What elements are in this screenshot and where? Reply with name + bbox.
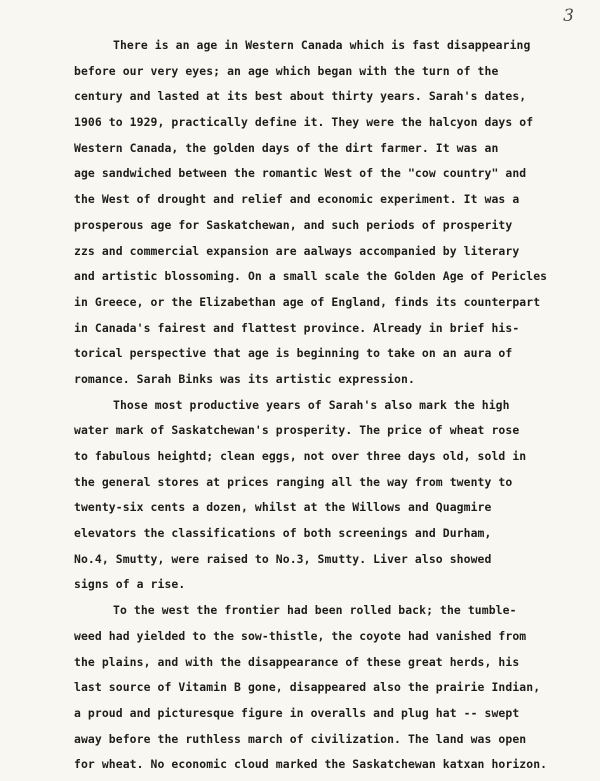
text-line: No.4, Smutty, were raised to No.3, Smutty. Liver also showed	[74, 551, 492, 566]
text-line: twenty-six cents a dozen, whilst at the Willows and Quagmire	[74, 500, 492, 515]
text-line: zzs and commercial expansion are aalways accompanied by literary	[74, 243, 520, 258]
paragraph-3	[74, 598, 594, 778]
text-line: torical perspective that age is beginning to take on an aura of	[74, 346, 513, 361]
text-line: Western Canada, the golden days of the dirt farmer. It was an	[74, 140, 499, 155]
paragraph-1	[74, 33, 594, 393]
text-line: in Canada's fairest and flattest province. Already in brief his-	[74, 320, 520, 335]
text-line: to fabulous heightd; clean eggs, not over three days old, sold in	[74, 449, 527, 463]
text-line: age sandwiched between the romantic West of the "cow country" and	[74, 166, 527, 181]
text-line: a proud and picturesque figure in overalls and plug hat -- swept	[74, 705, 520, 720]
paragraph-2	[74, 393, 594, 599]
text-line: last source of Vitamin B gone, disappeared also the prairie Indian,	[74, 680, 541, 695]
text-line: To the west the frontier had been rolled back; the tumble-	[113, 603, 517, 618]
text-line: away before the ruthless march of civilization. The land was open	[74, 731, 527, 746]
text-line: elevators the classifications of both screenings and Durham,	[74, 526, 492, 541]
text-line: weed had yielded to the sow-thistle, the coyote had vanished from	[74, 628, 527, 643]
text-line: in Greece, or the Elizabethan age of England, finds its counterpart	[74, 294, 541, 309]
text-line: There is an age in Western Canada which is fast disappearing	[113, 38, 531, 52]
text-line: romance. Sarah Binks was its artistic expression.	[74, 371, 415, 386]
text-line: century and lasted at its best about thirty years. Sarah's dates,	[74, 89, 527, 104]
text-line: water mark of Saskatchewan's prosperity. The price of wheat rose	[74, 423, 520, 438]
page-number: 3	[563, 6, 574, 26]
text-line: Those most productive years of Sarah's also mark the high	[113, 397, 510, 412]
text-line: before our very eyes; an age which began with the turn of the	[74, 63, 499, 78]
text-line: the West of drought and relief and economic experiment. It was a	[74, 192, 520, 207]
text-line: and artistic blossoming. On a small scale the Golden Age of Pericles	[74, 269, 548, 284]
text-line: prosperous age for Saskatchewan, and such periods of prosperity	[74, 217, 513, 232]
body-text	[74, 33, 594, 778]
text-line: for wheat. No economic cloud marked the Saskatchewan katxan horizon.	[74, 757, 548, 772]
text-line: the general stores at prices ranging all the way from twenty to	[74, 474, 513, 489]
text-line: 1906 to 1929, practically define it. They were the halcyon days of	[74, 115, 534, 130]
text-line: signs of a rise.	[74, 577, 186, 592]
text-line: the plains, and with the disappearance of these great herds, his	[74, 654, 520, 669]
